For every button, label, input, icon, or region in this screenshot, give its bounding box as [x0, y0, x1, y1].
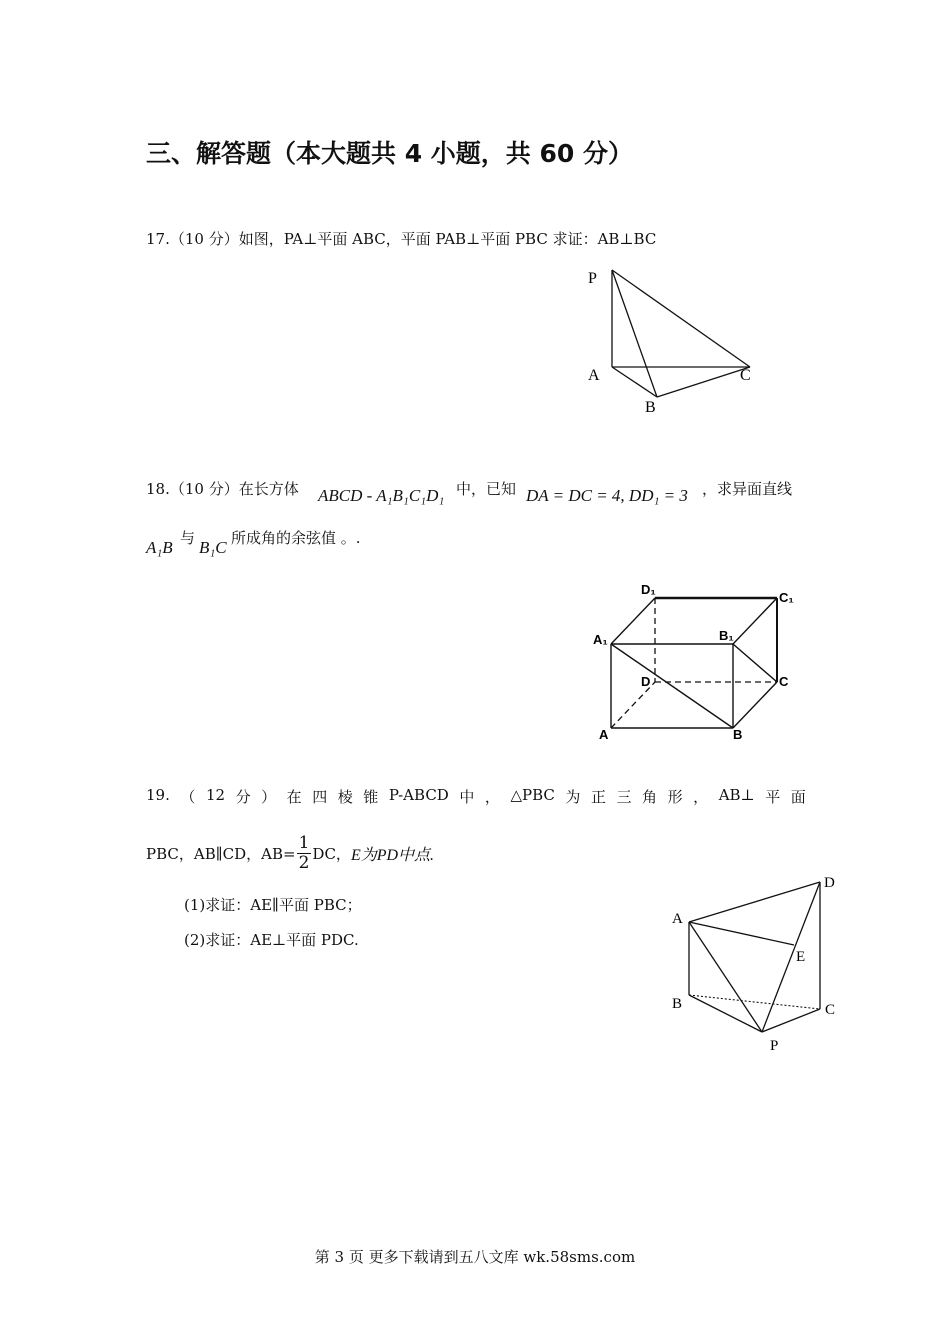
- q18-label-a1: A₁: [593, 632, 608, 647]
- q19-w16: 角: [642, 788, 658, 806]
- q18-label-c: C: [779, 674, 789, 689]
- q19-w20: 平: [765, 788, 781, 806]
- question-18-condition: DA = DC = 4, DD₁ = 3: [526, 486, 688, 505]
- q19-w17: 形: [667, 788, 683, 806]
- page-footer: 第 3 页 更多下载请到五八文库 wk.58sms.com: [314, 1248, 636, 1266]
- q17-label-p: P: [588, 270, 597, 287]
- q19-w9: P-ABCD: [388, 786, 449, 804]
- q17-label-b: B: [645, 399, 656, 416]
- question-19-line2: [146, 834, 434, 873]
- question-18-line1: A₁B: [146, 538, 173, 557]
- q19-w1: （: [180, 788, 196, 806]
- q19-w18: ，: [693, 788, 709, 806]
- q18-label-d: D: [641, 674, 651, 689]
- question-18-body-name: ABCD - A₁B₁C₁D₁: [318, 486, 445, 505]
- q19-fraction: [297, 834, 312, 873]
- question-19-line1: [146, 786, 806, 807]
- question-18-figure: [585, 578, 815, 748]
- question-18-suffix: ，求异面直线: [702, 480, 793, 498]
- q18-label-b1: B₁: [719, 628, 734, 643]
- q19-w6: 四: [312, 788, 328, 806]
- question-17-text: 17.（10 分）如图，PA⊥平面 ABC，平面 PAB⊥平面 PBC 求证：AB⊥BC: [146, 230, 657, 248]
- q19-label-e: E: [796, 949, 806, 965]
- question-17-figure: [570, 260, 770, 420]
- question-19-figure: [660, 868, 850, 1058]
- q17-label-a: A: [588, 367, 600, 384]
- q19-w7: 棱: [337, 788, 353, 806]
- q18-label-d1: D₁: [641, 582, 656, 597]
- q19-w3: 分: [235, 788, 251, 806]
- q19-w10: 中: [459, 788, 475, 806]
- question-19-part-2: (2)求证：AE⊥平面 PDC.: [184, 931, 359, 949]
- question-18-mid: 中，已知: [456, 480, 517, 498]
- q19-w19: AB⊥: [718, 786, 755, 804]
- q18-label-c1: C₁: [779, 590, 794, 605]
- q18-label-a: A: [599, 727, 609, 742]
- q19-frac-num: 1: [298, 833, 310, 853]
- q19-w8: 锥: [363, 788, 379, 806]
- q18-label-b: B: [733, 727, 743, 742]
- question-18-prefix: 18.（10 分）在长方体: [146, 480, 299, 498]
- q19-label-b: B: [672, 996, 683, 1012]
- q19-line2-c: E为PD中点.: [350, 847, 435, 864]
- question-19-part-1: (1)求证：AE∥平面 PBC；: [184, 896, 362, 914]
- q19-label-c: C: [825, 1002, 836, 1018]
- question-18-line2: B₁C: [199, 538, 227, 557]
- q19-w4: ）: [261, 788, 277, 806]
- q19-w0: 19.: [146, 786, 170, 804]
- q19-line2-b: DC，: [312, 845, 351, 863]
- q19-w21: 面: [790, 788, 806, 806]
- q19-w2: 12: [205, 786, 226, 804]
- q19-w5: 在: [286, 788, 302, 806]
- section-title: 三、解答题（本大题共 4 小题，共 60 分）: [146, 139, 634, 168]
- q19-label-p: P: [770, 1038, 779, 1054]
- question-18-tail: 所成角的余弦值 。.: [231, 529, 361, 547]
- q19-w14: 正: [590, 788, 606, 806]
- q19-frac-den: 2: [298, 853, 310, 873]
- q19-w12: △PBC: [510, 786, 555, 804]
- q19-label-a: A: [672, 911, 683, 927]
- q19-w15: 三: [616, 788, 632, 806]
- q19-w11: ，: [484, 788, 500, 806]
- question-18-and: 与: [180, 529, 196, 547]
- q17-label-c: C: [740, 367, 751, 384]
- q19-line2-a: PBC，AB∥CD，AB=: [146, 845, 296, 863]
- q19-w13: 为: [565, 788, 581, 806]
- q19-label-d: D: [824, 875, 835, 891]
